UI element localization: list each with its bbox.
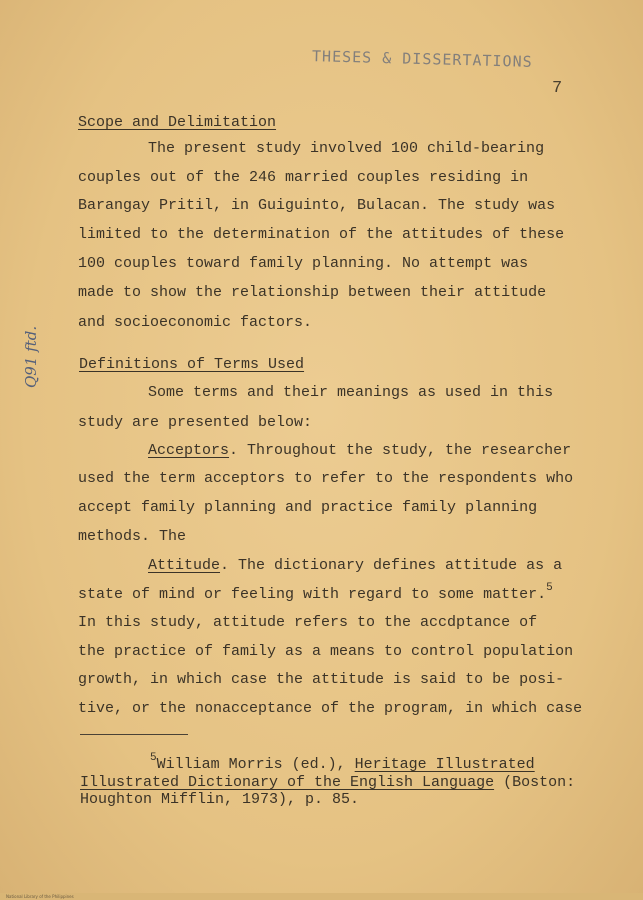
body-line: and socioeconomic factors. — [78, 314, 313, 331]
section-heading-definitions: Definitions of Terms Used — [79, 356, 305, 373]
body-line: The present study involved 100 child-bearing — [148, 140, 545, 157]
body-line: Barangay Pritil, in Guiguinto, Bulacan. The study was — [78, 197, 556, 214]
page-number: 7 — [552, 79, 563, 98]
body-line: made to show the relationship between their attitude — [78, 284, 547, 301]
footnote-divider — [80, 734, 188, 735]
body-line: accept family planning and practice family planning — [78, 499, 538, 516]
footnote-line-1: $^5$William Morris (ed.), Heritage Illustrated — [150, 752, 535, 773]
body-line: growth, in which case the attitude is said to be posi- — [78, 671, 565, 688]
scan-footer-text: National Library of the Philippines — [6, 894, 74, 899]
body-line: state of mind or feeling with regard to some matter.$^5$ — [78, 582, 553, 603]
theses-stamp: THESES & DISSERTATIONS — [311, 47, 533, 71]
body-line: couples out of the 246 married couples residing in — [78, 169, 529, 186]
body-line: study are presented below: — [78, 414, 313, 431]
body-line: limited to the determination of the attitudes of these — [78, 226, 565, 243]
footnote-line-2: Illustrated Dictionary of the English Language (Boston: — [80, 774, 576, 791]
body-line: methods. The — [78, 528, 187, 545]
footnote-ref: 5 — [546, 582, 553, 594]
body-line: the practice of family as a means to control population — [78, 643, 574, 660]
body-line: 100 couples toward family planning. No attempt was — [78, 255, 529, 272]
body-line: tive, or the nonacceptance of the program, in which case — [78, 700, 583, 717]
footnote-line-3: Houghton Mifflin, 1973), p. 85. — [80, 791, 360, 808]
margin-handwriting: Q91 ftd. — [22, 325, 40, 388]
scan-footer-bar — [0, 893, 643, 900]
term-acceptors: Acceptors — [148, 442, 230, 459]
section-heading-scope: Scope and Delimitation — [78, 114, 277, 131]
term-acceptors-line: Acceptors. Throughout the study, the researcher — [148, 442, 572, 459]
body-line: Some terms and their meanings as used in this — [148, 384, 554, 401]
body-line: used the term acceptors to refer to the respondents who — [78, 470, 574, 487]
body-line: In this study, attitude refers to the accdptance of — [78, 614, 538, 631]
term-attitude-line: Attitude. The dictionary defines attitude as a — [148, 557, 563, 574]
term-attitude: Attitude — [148, 557, 221, 574]
